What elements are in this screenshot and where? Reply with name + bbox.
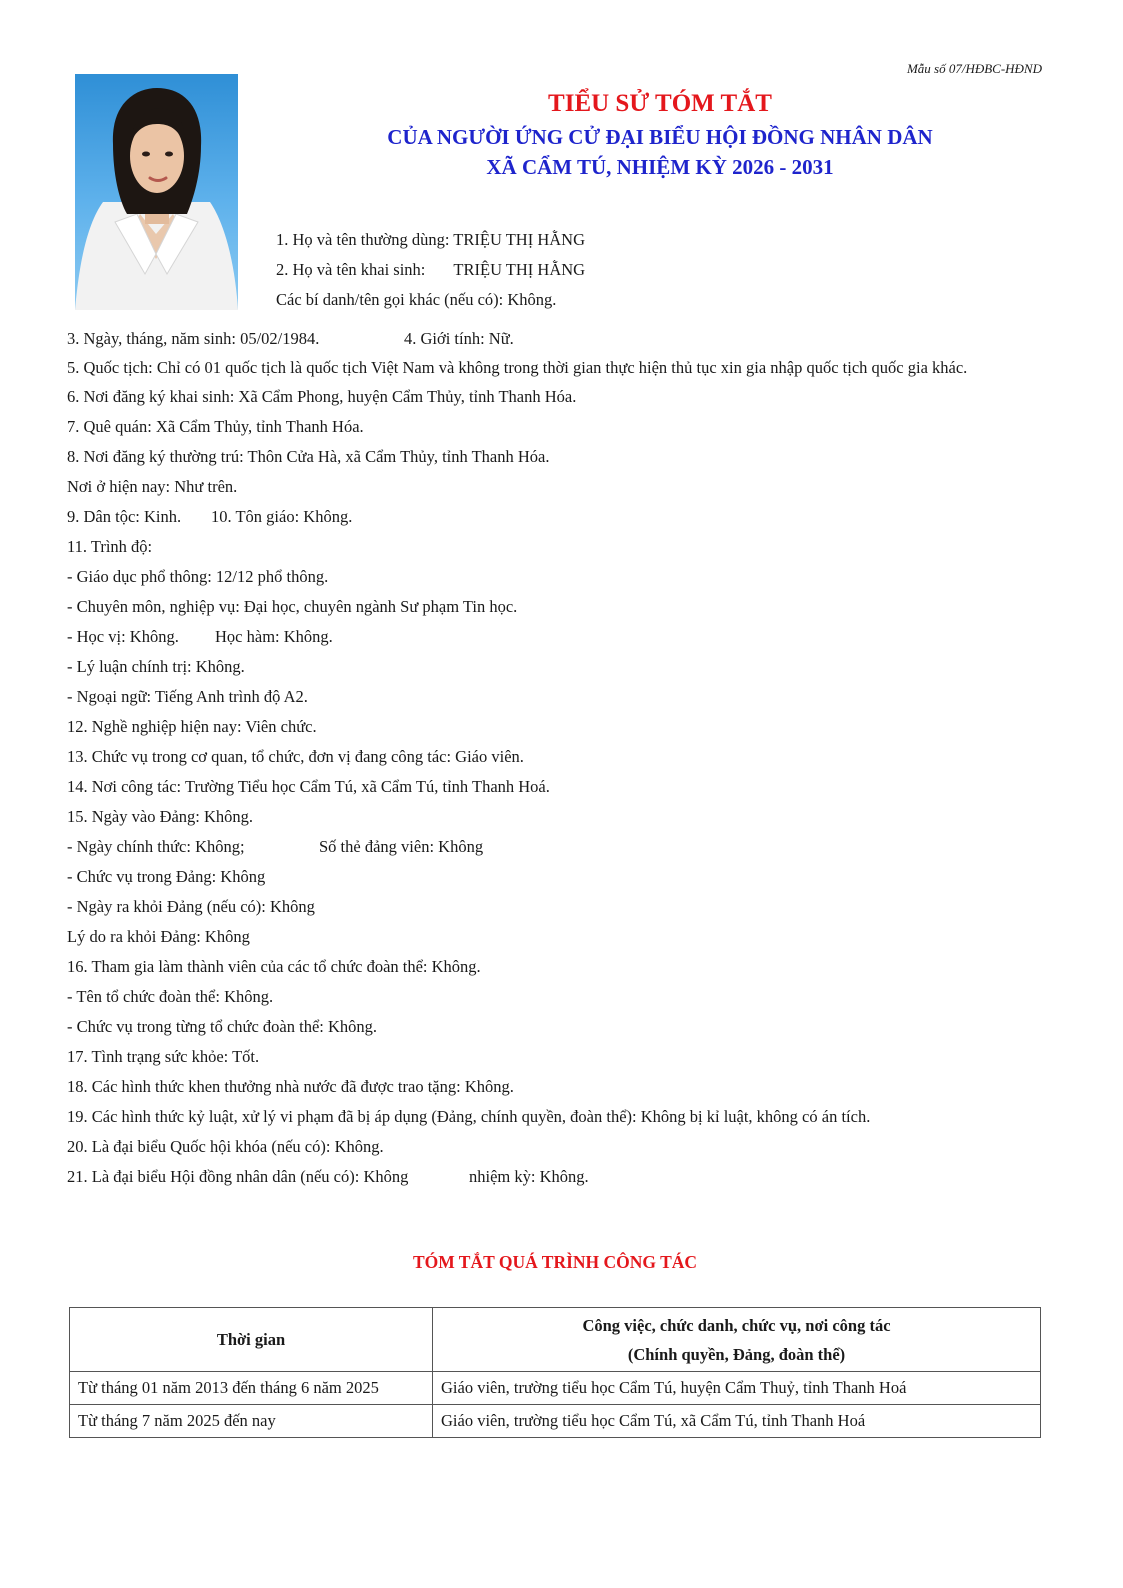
foreign-language: - Ngoại ngữ: Tiếng Anh trình độ A2. — [67, 687, 308, 706]
ethnicity: 9. Dân tộc: Kinh. — [67, 507, 182, 526]
nationality: 5. Quốc tịch: Chỉ có 01 quốc tịch là quốc tịch Việt Nam và không trong thời gian thực hiện thủ tục xin gia nhập quốc tịch quốc gia khác. — [67, 358, 968, 377]
title-main: TIỂU SỬ TÓM TẮT — [548, 90, 772, 117]
table-header-row — [70, 1308, 1041, 1372]
organization-position: - Chức vụ trong từng tổ chức đoàn thể: Không. — [67, 1017, 378, 1036]
organizations: 16. Tham gia làm thành viên của các tổ chức đoàn thể: Không. — [67, 957, 481, 976]
row-time: Từ tháng 01 năm 2013 đến tháng 6 năm 2025 — [70, 1372, 433, 1405]
awards: 18. Các hình thức khen thưởng nhà nước đã được trao tặng: Không. — [67, 1077, 514, 1096]
position: 13. Chức vụ trong cơ quan, tổ chức, đơn vị đang công tác: Giáo viên. — [67, 747, 524, 766]
religion: 10. Tôn giáo: Không. — [211, 507, 353, 526]
identity-block — [276, 225, 585, 315]
professional-qualification: - Chuyên môn, nghiệp vụ: Đại học, chuyên ngành Sư phạm Tin học. — [67, 597, 518, 616]
table-row — [70, 1372, 1041, 1405]
birth-registration: 6. Nơi đăng ký khai sinh: Xã Cẩm Phong, huyện Cẩm Thủy, tỉnh Thanh Hóa. — [67, 387, 577, 406]
document-title — [260, 86, 1060, 182]
education-heading: 11. Trình độ: — [67, 537, 153, 556]
column-header-job-line2: (Chính quyền, Đảng, đoàn thể) — [627, 1344, 846, 1364]
gender: 4. Giới tính: Nữ. — [404, 329, 514, 348]
discipline: 19. Các hình thức kỷ luật, xử lý vi phạm đã bị áp dụng (Đảng, chính quyền, đoàn thể): Không bị kỉ luật, không có án tích. — [67, 1107, 871, 1126]
form-number: Mẫu số 07/HĐBC-HĐND — [906, 61, 1042, 76]
work-history-heading: TÓM TẮT QUÁ TRÌNH CÔNG TÁC — [412, 1252, 698, 1272]
aliases: Các bí danh/tên gọi khác (nếu có): Không. — [276, 290, 557, 309]
column-header-job — [433, 1308, 1041, 1372]
title-line3: XÃ CẨM TÚ, NHIỆM KỲ 2026 - 2031 — [486, 155, 834, 179]
national-assembly: 20. Là đại biểu Quốc hội khóa (nếu có): Không. — [67, 1137, 384, 1156]
academic-rank: Học hàm: Không. — [215, 627, 333, 646]
organization-name: - Tên tổ chức đoàn thể: Không. — [67, 987, 274, 1006]
birth-name-value: TRIỆU THỊ HẰNG — [453, 260, 586, 279]
party-position: - Chức vụ trong Đảng: Không — [67, 867, 266, 886]
people-council: 21. Là đại biểu Hội đồng nhân dân (nếu có): Không — [67, 1167, 409, 1186]
portrait-illustration — [75, 74, 238, 310]
biography-details — [67, 324, 1043, 1192]
row-time: Từ tháng 7 năm 2025 đến nay — [70, 1405, 433, 1438]
general-education: - Giáo dục phổ thông: 12/12 phổ thông. — [67, 567, 329, 586]
party-card: Số thẻ đảng viên: Không — [319, 837, 484, 856]
degree-rank-line — [67, 622, 1043, 652]
workplace: 14. Nơi công tác: Trường Tiểu học Cẩm Tú, xã Cẩm Tú, tỉnh Thanh Hoá. — [67, 777, 550, 796]
table-row — [70, 1405, 1041, 1438]
work-history-table — [69, 1307, 1041, 1438]
birth-name-label: 2. Họ và tên khai sinh: — [276, 260, 426, 279]
degree: - Học vị: Không. — [67, 627, 179, 646]
health: 17. Tình trạng sức khỏe: Tốt. — [67, 1047, 260, 1066]
hometown: 7. Quê quán: Xã Cẩm Thủy, tỉnh Thanh Hóa. — [67, 417, 364, 436]
permanent-residence: 8. Nơi đăng ký thường trú: Thôn Cửa Hà, xã Cẩm Thủy, tỉnh Thanh Hóa. — [67, 447, 550, 466]
dob-gender-line — [67, 324, 1043, 354]
political-theory: - Lý luận chính trị: Không. — [67, 657, 245, 676]
portrait-photo — [75, 74, 238, 310]
party-official-line — [67, 832, 1043, 862]
row-job: Giáo viên, trường tiểu học Cẩm Tú, huyện Cẩm Thuỷ, tỉnh Thanh Hoá — [433, 1372, 1041, 1405]
people-council-term: nhiệm kỳ: Không. — [469, 1167, 589, 1186]
row-job: Giáo viên, trường tiểu học Cẩm Tú, xã Cẩm Tú, tỉnh Thanh Hoá — [433, 1405, 1041, 1438]
ethnicity-religion-line — [67, 502, 1043, 532]
party-join-date: 15. Ngày vào Đảng: Không. — [67, 807, 254, 826]
column-header-job-line1: Công việc, chức danh, chức vụ, nơi công tác — [582, 1315, 891, 1335]
title-line2: CỦA NGƯỜI ỨNG CỬ ĐẠI BIỂU HỘI ĐỒNG NHÂN DÂN — [387, 125, 933, 149]
occupation: 12. Nghề nghiệp hiện nay: Viên chức. — [67, 717, 317, 736]
current-residence: Nơi ở hiện nay: Như trên. — [67, 477, 238, 496]
party-official-date: - Ngày chính thức: Không; — [67, 837, 245, 856]
birth-name — [276, 255, 585, 285]
common-name: 1. Họ và tên thường dùng: TRIỆU THỊ HẰNG — [276, 230, 585, 249]
dob: 3. Ngày, tháng, năm sinh: 05/02/1984. — [67, 329, 320, 348]
party-leave-reason: Lý do ra khỏi Đảng: Không — [67, 927, 250, 946]
people-council-line — [67, 1162, 1043, 1192]
column-header-time: Thời gian — [70, 1308, 433, 1372]
party-leave-date: - Ngày ra khỏi Đảng (nếu có): Không — [67, 897, 315, 916]
